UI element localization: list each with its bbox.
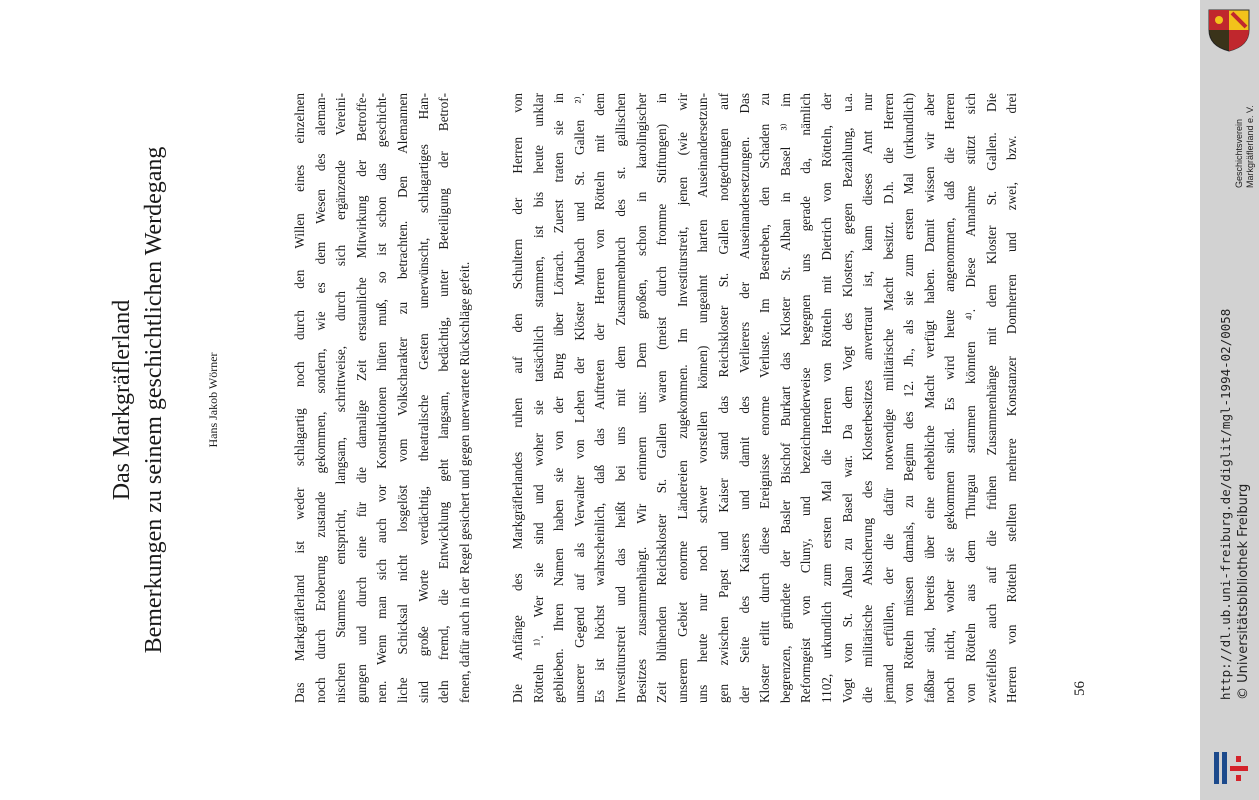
text-line: Besitzes zusammenhängt. Wir erinnern uns: Dem großen, schon in karolingischer [633,93,649,703]
author-name: Hans Jakob Wörner [206,352,220,448]
text-line: Rötteln ¹⁾. Wer sie sind und woher sie tatsächlich stammen, ist bis heute unklar [530,93,546,703]
text-line: von Rötteln müssen damals, zu Beginn des 12. Jh., als sie zum ersten Mal (urkundlich) [901,93,917,703]
university-library-logo-icon [1212,748,1250,788]
text-line: Vogt von St. Alban zu Basel war. Da dem Vogt des Klosters, gegen Bezahlung, u.a. [839,93,855,703]
text-line: gen zwischen Papst und Kaiser stand das Reichskloster St. Gallen notgedrungen auf [715,93,731,703]
text-line: Herren von Rötteln stellten mehrere Konstanzer Domherren und zwei, bzw. drei [1004,93,1020,703]
text-line: liche Schicksal nicht losgelöst vom Volkscharakter zu betrachten. Den Alemannen [394,93,410,703]
article-title: Das Markgräflerland [109,299,135,501]
text-line: Kloster erlitt durch diese Ereignisse enorme Verluste. Im Bestreben, den Schaden zu [757,93,773,703]
text-line: deln fremd, die Entwicklung geht langsam, bedächtig, unter Beteiligung der Betrof- [436,93,452,703]
society-name-line1: Geschichtsverein [1234,118,1244,188]
text-line: noch nicht, woher sie gekommen sind. Es wird heute angenommen, daß die Herren [942,93,958,703]
page-number: 56 [1072,681,1088,696]
text-line: die militärische Absicherung des Klosterbesitzes anvertraut ist, kann dieses Amt nur [860,93,876,703]
society-name-line2: Markgräflerland e. V. [1245,105,1255,188]
text-line: geblieben. Ihren Namen haben sie von der Burg über Lörrach. Zuerst traten sie in [551,93,567,703]
text-line: sind große Worte verdächtig, theatralische Gesten unerwünscht, schlagartiges Han- [415,93,431,703]
permalink-url[interactable]: http://dl.ub.uni-freiburg.de/diglit/mgl-1994-02/0058 [1218,308,1233,700]
text-line: der Seite des Kaisers und damit des Verlierers der Auseinandersetzungen. Das [736,93,752,703]
text-line: Das Markgräflerland ist weder schlagartig noch durch den Willen eines einzelnen [292,93,307,703]
text-line: noch durch Eroberung zustande gekommen, sondern, wie es dem Wesen des aleman- [312,93,328,703]
text-line: zweifellos auch auf die frühen Zusammenhänge mit dem Kloster St. Gallen. Die [983,93,999,703]
text-line: faßbar sind, bereits über eine erhebliche Macht verfügt haben. Damit wissen wir aber [921,93,937,703]
paragraph-1 [290,93,475,703]
text-line: von Rötteln aus dem Thurgau stammen könnten ⁴⁾. Diese Annahme stützt sich [963,93,979,703]
paragraph-2 [508,93,1023,703]
text-line: unserem Gebiet enorme Ländereien zugekommen. Im Investiturstreit, jenen (wie wir [674,93,690,703]
text-line: 1102, urkundlich zum ersten Mal die Herren von Rötteln mit Dietrich von Rötteln, der [818,93,834,703]
copyright-notice: © Universitätsbibliothek Freiburg [1236,483,1251,700]
coat-of-arms-icon [1206,8,1252,52]
text-line: jemand erfüllen, der die dafür notwendige militärische Macht besitzt. D.h. die Herren [880,93,896,703]
text-line: unserer Gegend auf als Verwalter von Lehen der Klöster Murbach und St. Gallen ²⁾. [571,93,587,703]
text-line: Reformgeist von Cluny, und bezeichnenderweise begegnen uns gerade da, nämlich [798,93,814,703]
text-line: begrenzen, gründete der Basler Bischof Burkart das Kloster St. Alban in Basel ³⁾ im [777,93,793,703]
text-line: Die Anfänge des Markgräflerlandes ruhen auf den Schultern der Herren von [510,93,525,703]
sidebar-text-area [1200,0,1259,800]
article-subtitle: Bemerkungen zu seinem geschichtlichen Werdegang [141,146,167,654]
text-line: nen. Wenn man sich auch vor Konstruktionen hüten muß, so ist schon das geschicht- [374,93,390,703]
text-line: Investiturstreit und das heißt bei uns mit dem Zusammenbruch des st. gallischen [612,93,628,703]
text-line: Es ist höchst wahrscheinlich, daß das Auftreten der Herren von Rötteln mit dem [592,93,608,703]
text-line: gungen und durch eine für die damalige Zeit erstaunliche Mitwirkung der Betroffe- [353,93,369,703]
text-line: fenen, dafür auch in der Regel gesichert und gegen unerwartete Rückschläge gefeit. [456,261,472,703]
text-line: nischen Stammes entspricht, langsam, schrittweise, durch sich ergänzende Vereini- [333,93,349,703]
text-line: uns heute nur noch schwer vorstellen können) ungeahnt harten Auseinandersetzun- [695,93,711,703]
text-line: Zeit blühenden Reichskloster St. Gallen waren (meist durch fromme Stiftungen) in [654,93,670,703]
